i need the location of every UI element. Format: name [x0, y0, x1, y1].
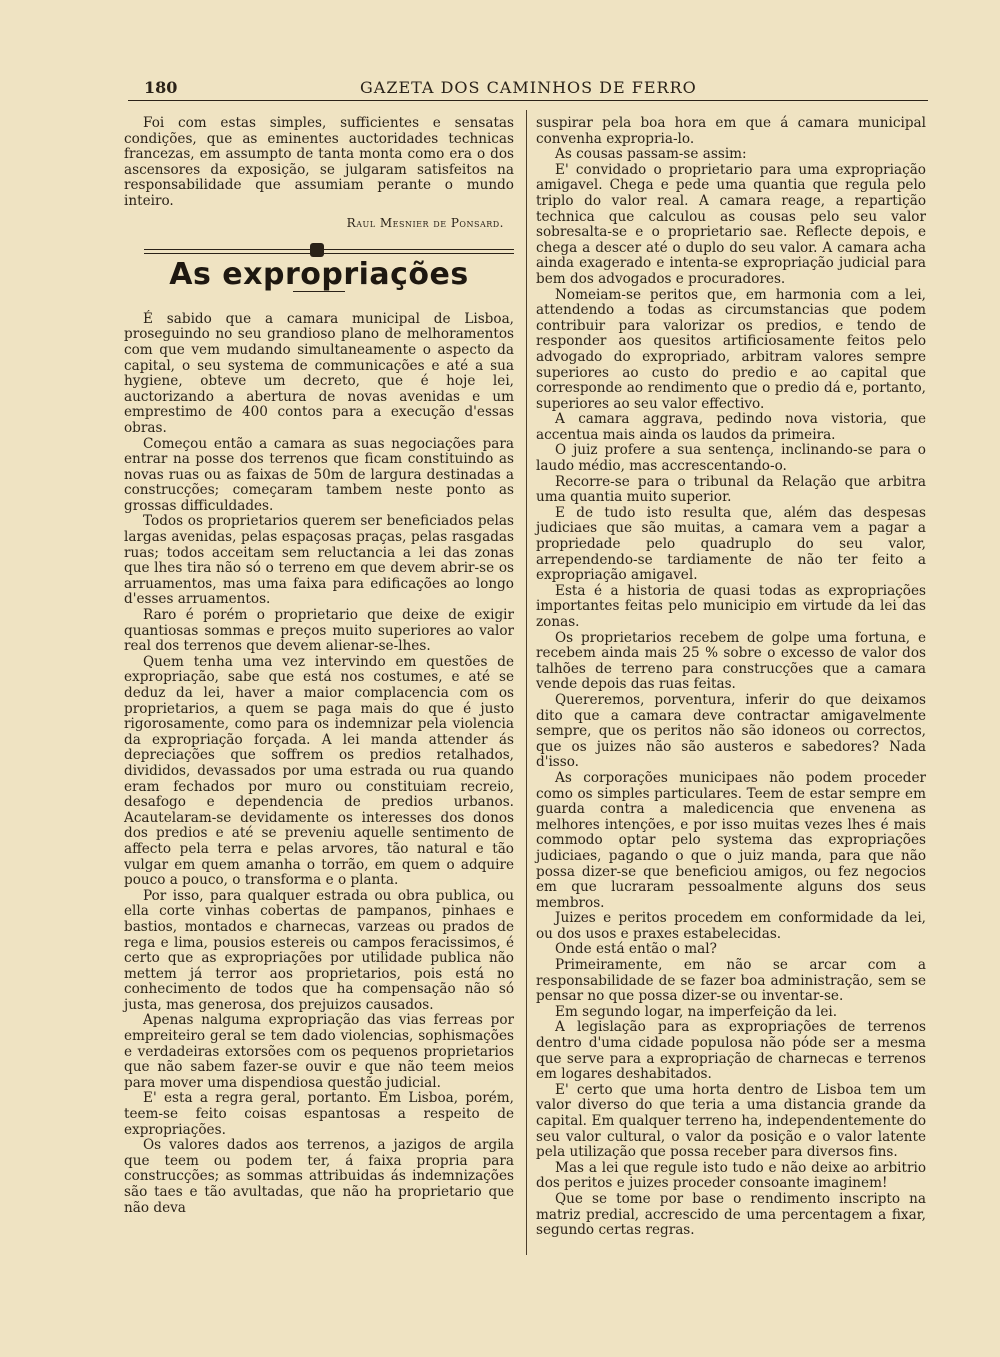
paragraph: E de tudo isto resulta que, além das despesas judiciaes que são muitas, a camara vem a pagar a propriedade pelo quadruplo do seu valor, arrependendo-se tardiamente de não ter feito a expropriação amigavel. — [536, 504, 926, 584]
paragraph: A legislação para as expropriações de terrenos dentro d'uma cidade populosa não póde ser a mesma que serve para a expropriação de charnecas e terrenos em logares deshabitados. — [536, 1019, 926, 1083]
ornament-icon — [310, 243, 324, 257]
author-signature: Raul Mesnier de Ponsard. — [346, 215, 504, 230]
paragraph: Os proprietarios recebem de golpe uma fortuna, e recebem ainda mais 25 % sobre o excesso de valor dos talhões de terreno para construcções que a camara vende depois das ruas feitas. — [536, 629, 926, 693]
paragraph: Primeiramente, em não se arcar com a responsabilidade de se fazer boa administração, sem se pensar no que possa dizer-se ou inventar-se. — [536, 957, 926, 1005]
paragraph: Quem tenha uma vez intervindo em questões de expropriação, sabe que está nos costumes, e até se deduz da lei, haver a maior complacencia com os proprietarios, a quem se paga mais do que é justo rigorosamente, como para os indemnizar pela violencia da expropriação forçada. A lei manda attender ás depreciações que soffrem os predios retalhados, divididos, devassados por uma estrada ou rua quando eram fechados por muro ou constituiam recreio, desafogo e dependencia de predios urbanos. Acautelaram-se devidamente os interesses dos donos dos predios e até se preveniu aquelle sentimento de affecto pela terra e pelas arvores, tão natural e tão vulgar em quem amanha o torrão, em quem o adquire pouco a pouco, o transforma e o planta. — [124, 653, 514, 889]
column-divider — [526, 110, 527, 1255]
paragraph: Em segundo logar, na imperfeição da lei. — [555, 1003, 838, 1020]
article-title: As expropriações — [169, 257, 469, 293]
paragraph: O juiz profere a sua sentença, inclinando-se para o laudo médio, mas accrescentando-o. — [536, 442, 926, 475]
left-column — [124, 116, 514, 1216]
paragraph: Quereremos, porventura, inferir do que deixamos dito que a camara deve contractar amigavelmente sempre, que os peritos não são idoneos ou correctos, que os juizes não são austeros e sabedores? Nada d'isso. — [536, 691, 926, 771]
paragraph: Todos os proprietarios querem ser beneficiados pelas largas avenidas, pelas espaçosas praças, pelas rasgadas ruas; todos acceitam sem reluctancia a lei das zonas que lhes tira não só o terreno em que devem abrir-se os arruamentos, mas uma faixa para edificações ao longo d'esses arruamentos. — [124, 513, 514, 608]
paragraph: Juizes e peritos procedem em conformidade da lei, ou dos usos e praxes estabelecidas. — [536, 910, 926, 942]
paragraph: Apenas nalguma expropriação das vias ferreas por empreiteiro geral se tem dado violencias, sophismações e verdadeiras extorsões com os pequenos proprietarios que não sabem fazer-se ouvir e que não teem meios para mover uma dispendiosa questão judicial. — [124, 1012, 514, 1091]
paragraph: Mas a lei que regule isto tudo e não deixe ao arbitrio dos peritos e juizes proceder consoante imaginem! — [536, 1159, 926, 1192]
paragraph: Raro é porém o proprietario que deixe de exigir quantiosas sommas e preços muito superiores ao valor real dos terrenos que devem alienar-se-lhes. — [124, 607, 514, 655]
paragraph: suspirar pela boa hora em que á camara municipal convenha expropria-lo. — [536, 115, 926, 147]
right-column — [536, 116, 926, 1239]
paragraph: Onde está então o mal? — [555, 941, 717, 958]
header-rule — [128, 100, 928, 101]
paragraph: Por isso, para qualquer estrada ou obra publica, ou ella corte vinhas cobertas de pampanos, pinhaes e bastios, montados e charnecas, varzeas ou prados de rega e lima, pousios estereis ou campos feracissimos, é certo que as expropriações por utilidade publica não mettem já terror aos proprietarios, pois está no conhecimento de todos que ha compensação não só justa, mas generosa, dos prejuizos causados. — [124, 887, 514, 1013]
paragraph: É sabido que a camara municipal de Lisboa, proseguindo no seu grandioso plano de melhoramentos com que vem mudando simultaneamente o aspecto da capital, o seu systema de communicações e até a sua hygiene, obteve um decreto, que é hoje lei, auctorizando a abertura de novas avenidas e um emprestimo de 400 contos para a execução d'essas obras. — [124, 310, 514, 436]
paragraph: As corporações municipaes não podem proceder como os simples particulares. Teem de estar sempre em guarda contra a maledicencia que envenena as melhores intenções, e por isso muitas vezes lhes é mais commodo optar pelo systema das expropriações judiciaes, pagando o que o juiz manda, para que não possa dizer-se que beneficiou amigos, ou fez negocios em que lucraram pessoalmente alguns dos seus membros. — [536, 769, 926, 911]
paragraph: Nomeiam-se peritos que, em harmonia com a lei, attendendo a todas as circumstancias que podem contribuir para valorizar os predios, e tendo de responder aos quesitos artificiosamente feitos pelo advogado do expropriado, arbitram valores sempre superiores ao custo do predio e ao capital que corresponde ao rendimento que o predio dá e, portanto, superiores ao seu valor effectivo. — [536, 286, 926, 412]
paragraph: Recorre-se para o tribunal da Relação que arbitra uma quantia muito superior. — [536, 473, 926, 506]
section-ornament — [124, 241, 514, 261]
paragraph: Esta é a historia de quasi todas as expropriações importantes feitas pelo municipio em virtude da lei das zonas. — [536, 582, 926, 630]
page-header — [128, 78, 928, 102]
paragraph: E' convidado o proprietario para uma expropriação amigavel. Chega e pede uma quantia que regula pelo triplo do valor real. A camara reage, a repartição technica que calculou as cousas pelo seu valor sobresalta-se e o proprietario sae. Reflecte depois, e chega a descer até o duplo do seu valor. A camara acha ainda exagerado e intenta-se expropriação judicial para bem dos advogados e procuradores. — [536, 161, 926, 287]
paragraph: E' esta a regra geral, portanto. Em Lisboa, porém, teem-se feito coisas espantosas a respeito de expropriações. — [124, 1090, 514, 1138]
paragraph: Que se tome por base o rendimento inscripto na matriz predial, accrescido de uma percentagem a fixar, segundo certas regras. — [536, 1190, 926, 1239]
journal-title: GAZETA DOS CAMINHOS DE FERRO — [360, 78, 697, 97]
paragraph: E' certo que uma horta dentro de Lisboa tem um valor diverso do que teria a uma distancia grande da capital. Em qualquer terreno ha, independentemente do seu valor cultural, o valor da posição e o valor latente pela utilização que possa receber para diversos fins. — [536, 1081, 926, 1161]
paragraph: A camara aggrava, pedindo nova vistoria, que accentua mais ainda os laudos da primeira. — [536, 411, 926, 443]
page-number: 180 — [144, 78, 178, 97]
paragraph: Começou então a camara as suas negociações para entrar na posse dos terrenos que ficam constituindo as novas ruas ou as faixas de 50m de largura destinadas a construcções; começaram tambem neste ponto as grossas difficuldades. — [124, 435, 514, 514]
paragraph: Os valores dados aos terrenos, a jazigos de argila que teem ou podem ter, á faixa propria para construcções; as sommas attribuidas ás indemnizações são taes e tão avultadas, que não ha proprietario que não deva — [124, 1137, 514, 1216]
paragraph: As cousas passam-se assim: — [555, 146, 747, 163]
intro-paragraph: Foi com estas simples, sufficientes e sensatas condições, que as eminentes auctoridades technicas francezas, em assumpto de tanta monta como era o dos ascensores da exposição, se julgaram satisfeitos na responsabilidade que assumiam perante o mundo inteiro. — [124, 115, 514, 209]
